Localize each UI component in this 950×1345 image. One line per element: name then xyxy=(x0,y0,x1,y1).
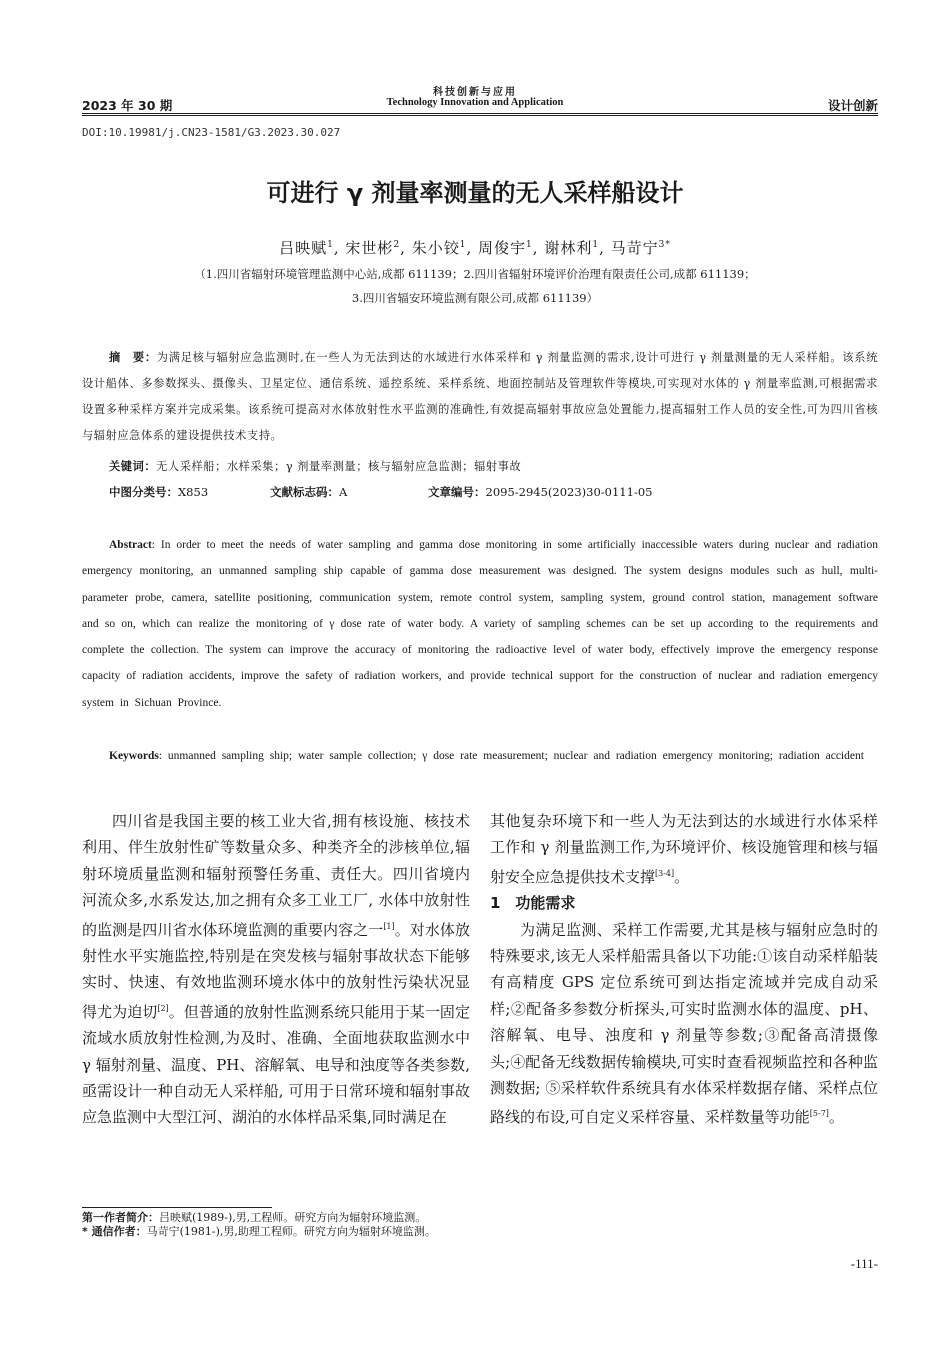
section-heading: 1 功能需求 xyxy=(490,894,576,913)
abstract-cn-text: 为满足核与辐射应急监测时,在一些人为无法到达的水域进行水体采样和 γ 剂量监测的需求,设计可进行 γ 剂量测量的无人采样船。该系统设计船体、多参数探头、摄像头、卫星定位、通信系统、遥控系统、采样系统、地面控制站及管理软件等模块,可实现对水体的 γ 剂量率监测,可根据需求设置多种采样方案并完成采集。该系统可提高对水体放射性水平监测的准确性,有效提高辐射事故应急处置能力,提高辐射工作人员的安全性,可为四川省核与辐射应急体系的建设提供技术支持。 xyxy=(82,351,879,442)
paper-title: 可进行 γ 剂量率测量的无人采样船设计 xyxy=(266,179,684,207)
author-affil-mark: 3* xyxy=(658,240,671,250)
article-number-label: 文章编号： xyxy=(428,485,486,499)
body-text: 。对水体放射性水平实施监控,特别是在突发核与辐射事故状态下能够实时、快速、有效地监测环境水体中的放射性污染状况显得尤为迫切 xyxy=(82,920,470,1021)
author-name: 宋世彬 xyxy=(345,239,394,257)
clc-number xyxy=(109,484,208,500)
body-paragraph xyxy=(82,808,470,1131)
author-list: 吕映赋$^1$, 宋世彬$^2$, 朱小铰$^1$, 周俊宇$^1$, 谢林利$^1$, 马苛宁$^{3*}$ xyxy=(279,239,671,257)
citation[interactable]: [1] xyxy=(383,921,395,931)
author-name: 马苛宁 xyxy=(610,239,659,257)
author-name: 谢林利 xyxy=(544,239,593,257)
abstract-en-text: : In order to meet the needs of water sampling and gamma dose monitoring in some artificially inaccessible waters during nuclear and radiation emergency monitoring, an unmanned sampling ship capable of gamma dose measurement was designed. The system designs modules such as hull, multi-parameter probe, camera, satellite positioning, communication system, remote control system, sampling system, ground control station, management software and so on, which can realize the monitoring of γ dose rate of water body. A variety of sampling schemes can be set up according to the requirements and complete the collection. The system can improve the accuracy of monitoring the radioactive level of water body, effectively improve the emergency response capacity of radiation accidents, improve the safety of radiation workers, and provide technical support for the construction of nuclear and radiation emergency system in Sichuan Province. xyxy=(82,539,878,709)
footnote-corresponding-author xyxy=(82,1225,436,1238)
doi: DOI:10.19981/j.CN23-1581/G3.2023.30.027 xyxy=(82,126,341,139)
header-rule xyxy=(82,113,878,114)
clc-value: X853 xyxy=(178,485,209,499)
abstract-en xyxy=(82,532,878,716)
keywords-cn-text: 无人采样船；水样采集；γ 剂量率测量；核与辐射应急监测；辐射事故 xyxy=(156,460,522,473)
page-number: -111- xyxy=(850,1256,878,1271)
body-text: 四川省是我国主要的核工业大省,拥有核设施、核技术利用、伴生放射性矿等数量众多、种类齐全的涉核单位,辐射环境质量监测和辐射预警任务重、责任大。四川省境内河流众多,水系发达,加之拥有众多工业工厂, 水体中放射性的监测是四川省水体环境监测的重要内容之一 xyxy=(82,812,470,939)
keywords-cn-label: 关键词： xyxy=(109,460,157,473)
footnote-label: 第一作者简介： xyxy=(82,1211,159,1224)
clc-label: 中图分类号： xyxy=(109,485,178,499)
body-text: 其他复杂环境下和一些人为无法到达的水域进行水体采样工作和 γ 剂量监测工作,为环境评价、核设施管理和核与辐射安全应急提供技术支撑 xyxy=(490,812,878,886)
body-text: 为满足监测、采样工作需要,尤其是核与辐射应急时的特殊要求,该无人采样船需具备以下功能:①该自动采样船装有高精度 GPS 定位系统可到达指定流域并完成自动采样;②配备多参数分析探头,可实时监测水体的温度、pH、溶解氧、电导、浊度和 γ 剂量等参数;③配备高清摄像头;④配备无线数据传输模块,可实时查看视频监控和各种监测数据; ⑤采样软件系统具有水体采样数据存储、采样点位路线的布设,可自定义采样容量、采样数量等功能 xyxy=(490,920,878,1127)
footnote-text: 马苛宁(1981-),男,助理工程师。研究方向为辐射环境监测。 xyxy=(146,1225,436,1238)
abstract-cn-label: 摘 要： xyxy=(109,351,157,364)
author-name: 周俊宇 xyxy=(478,239,527,257)
keywords-en-label: Keywords xyxy=(109,750,159,762)
abstract-cn xyxy=(82,345,878,449)
citation[interactable]: [5-7] xyxy=(809,1109,829,1119)
body-text: 。 xyxy=(828,1108,844,1127)
body-left-column xyxy=(82,808,470,1131)
footnote-rule xyxy=(82,1207,272,1208)
author-affil-mark: 1 xyxy=(526,240,533,250)
body-paragraph xyxy=(490,808,878,890)
affiliation-line: 3.四川省辐安环境监测有限公司,成都 611139） xyxy=(351,291,599,305)
author-affil-mark: 2 xyxy=(393,240,401,250)
footnote-text: 吕映赋(1989-),男,工程师。研究方向为辐射环境监测。 xyxy=(159,1211,427,1224)
body-paragraph xyxy=(490,917,878,1131)
doc-code-label: 文献标志码： xyxy=(270,485,339,499)
issue-label: 2023 年 30 期 xyxy=(82,98,173,113)
footnote-label: * 通信作者： xyxy=(82,1225,147,1238)
body-text: 。但普通的放射性监测系统只能用于某一固定流域水质放射性检测,为及时、准确、全面地获取监测水中 γ 辐射剂量、温度、PH、溶解氧、电导和浊度等各类参数,亟需设计一种自动无人采样船, 可用于日常环境和辐射事故应急监测中大型江河、湖泊的水体样品采集,同时满足在 xyxy=(82,1002,470,1127)
author-affil-mark: 1 xyxy=(459,240,467,250)
doc-code-value: A xyxy=(339,485,348,499)
citation[interactable]: [3-4] xyxy=(655,868,675,878)
journal-name-en: Technology Innovation and Application xyxy=(386,97,564,108)
affiliation-line: （1.四川省辐射环境管理监测中心站,成都 611139；2.四川省辐射环境评价治理有限责任公司,成都 611139； xyxy=(194,267,756,281)
body-right-column xyxy=(490,808,878,1131)
keywords-en xyxy=(82,743,878,769)
abstract-en-label: Abstract xyxy=(109,539,152,551)
article-number-value: 2095-2945(2023)30-0111-05 xyxy=(485,485,653,499)
document-code xyxy=(270,484,347,500)
article-number xyxy=(428,484,652,500)
citation[interactable]: [2] xyxy=(157,1003,169,1013)
author-affil-mark: 1 xyxy=(592,240,600,250)
author-name: 吕映赋 xyxy=(279,239,328,257)
footnote-first-author xyxy=(82,1211,426,1224)
keywords-cn xyxy=(109,458,521,474)
keywords-en-text: : unmanned sampling ship; water sample collection; γ dose rate measurement; nuclear and radiation emergency monitoring; radiation accident xyxy=(158,750,864,762)
author-name: 朱小铰 xyxy=(411,239,460,257)
body-text: 。 xyxy=(674,867,690,886)
header-rule-thin xyxy=(82,115,878,116)
author-affil-mark: 1 xyxy=(327,240,334,250)
journal-name-cn: 科技创新与应用 xyxy=(433,87,517,98)
section-label: 设计创新 xyxy=(827,98,878,113)
